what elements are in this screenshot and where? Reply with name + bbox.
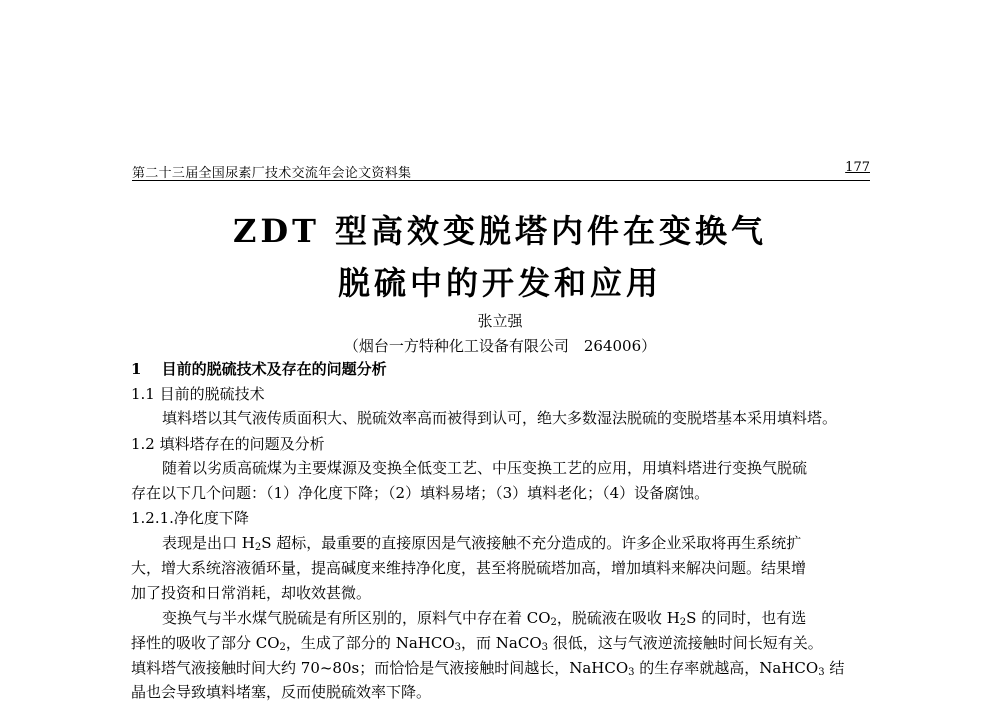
subscript: 3	[454, 642, 461, 653]
subscript: 3	[818, 667, 825, 678]
subscript: 3	[541, 642, 548, 653]
paper-title-line-2: 脱硫中的开发和应用	[337, 264, 662, 302]
text-run: ，生成了部分的 NaHCO	[285, 634, 455, 652]
text-run: 表现是出口 H	[162, 534, 255, 552]
section-1-1-heading: 1.1 目前的脱硫技术	[131, 385, 265, 403]
paragraph-line: 随着以劣质高硫煤为主要煤源及变换全低变工艺、中压变换工艺的应用，用填料塔进行变换气脱硫	[162, 459, 808, 477]
paper-title-line-1: ZDT 型高效变脱塔内件在变换气	[232, 212, 768, 250]
running-header	[132, 160, 870, 181]
page-number: 177	[845, 160, 870, 175]
text-run: 很低，这与气液逆流接触时间长短有关。	[548, 634, 823, 652]
author-affiliation: （烟台一方特种化工设备有限公司 264006）	[343, 337, 657, 355]
author-name: 张立强	[477, 312, 523, 330]
text-run: ，而 NaCO	[461, 634, 542, 652]
subscript: 2	[550, 617, 557, 628]
paragraph-line: 加了投资和日常消耗，却收效甚微。	[131, 584, 372, 602]
text-run: 结	[824, 659, 845, 677]
text-run: S 超标，最重要的直接原因是气液接触不充分造成的。许多企业采取将再生系统扩	[261, 534, 802, 552]
subscript: 3	[628, 667, 635, 678]
subscript: 2	[279, 642, 286, 653]
text-run: 变换气与半水煤气脱硫是有所区别的，原料气中存在着 CO	[162, 609, 551, 627]
text-run: ，脱硫液在吸收 H	[556, 609, 680, 627]
section-1-2-heading: 1.2 填料塔存在的问题及分析	[131, 435, 325, 453]
paragraph-line: 大，增大系统溶液循环量，提高碱度来维持净化度，甚至将脱硫塔加高，增加填料来解决问题。结果增	[131, 559, 807, 577]
paragraph-line	[131, 658, 871, 678]
section-1-heading: 1 目前的脱硫技术及存在的问题分析	[131, 360, 387, 378]
subscript: 2	[254, 542, 262, 553]
text-run: 填料塔气液接触时间大约 70~80s；而恰恰是气液接触时间越长，NaHCO	[131, 659, 629, 677]
paragraph-line: 填料塔以其气液传质面积大、脱硫效率高而被得到认可，绝大多数湿法脱硫的变脱塔基本采用填料塔。	[162, 409, 838, 427]
text-run: 的生存率就越高，NaHCO	[634, 659, 819, 677]
paragraph-line: 晶也会导致填料堵塞，反而使脱硫效率下降。	[131, 683, 432, 701]
proceedings-title: 第二十三届全国尿素厂技术交流年会论文资料集	[132, 166, 412, 181]
paragraph-line: 存在以下几个问题：（1）净化度下降；（2）填料易堵；（3）填料老化；（4）设备腐蚀。	[131, 484, 710, 502]
paragraph-line	[162, 608, 871, 628]
text-run: 择性的吸收了部分 CO	[131, 634, 280, 652]
text-run: S 的同时，也有选	[686, 609, 807, 627]
paragraph-line	[131, 633, 871, 653]
paragraph-line	[162, 533, 871, 553]
section-1-2-1-heading: 1.2.1.净化度下降	[131, 509, 249, 527]
subscript: 2	[679, 617, 687, 628]
